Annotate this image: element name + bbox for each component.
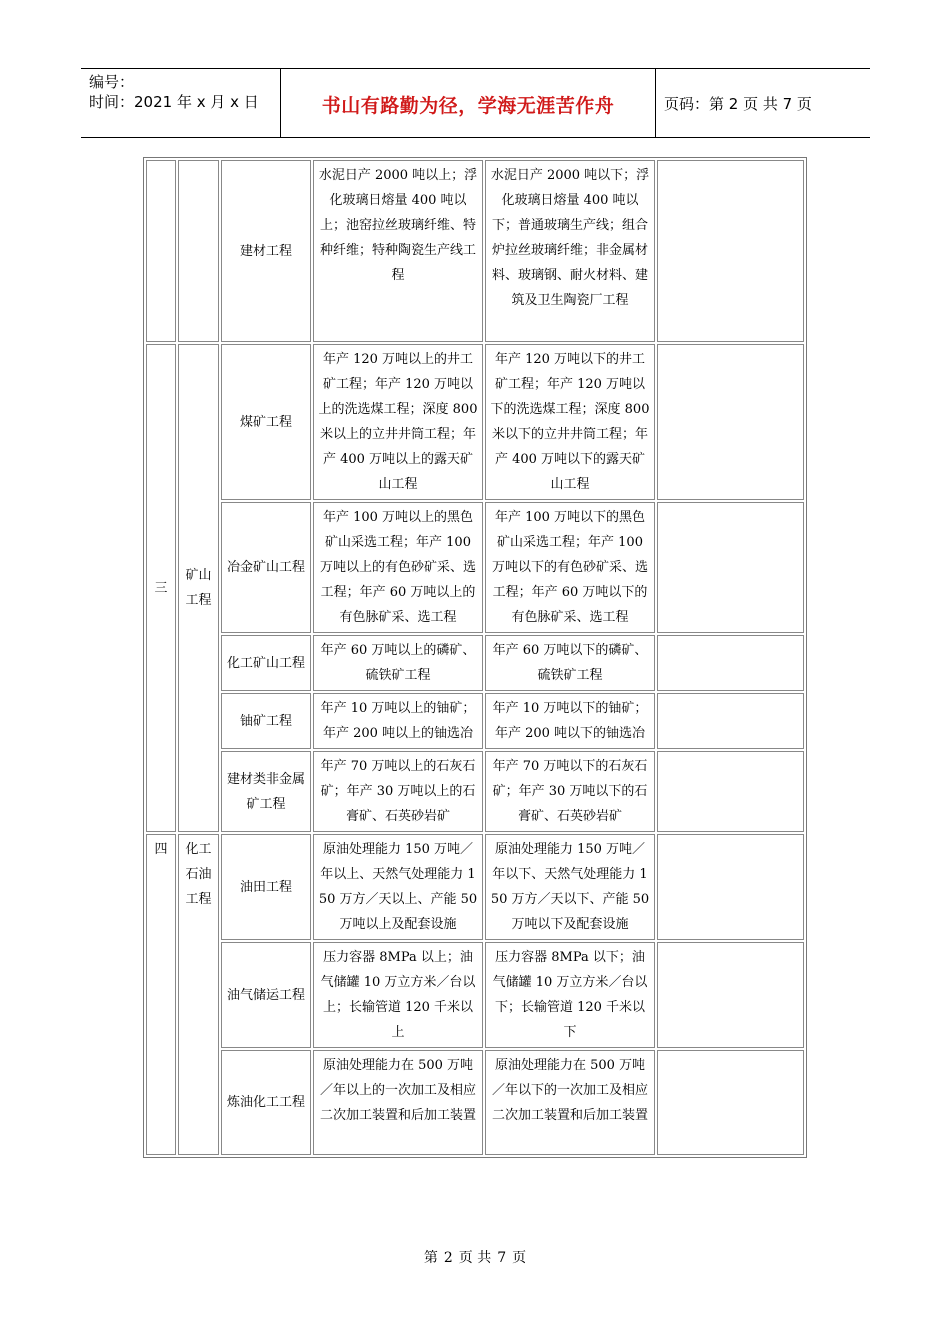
large-scale-criteria: 年产 120 万吨以上的井工矿工程；年产 120 万吨以上的洗选煤工程；深度 800 米以上的立井井筒工程；年产 400 万吨以上的露天矿山工程 [313,344,483,500]
large-scale-criteria: 压力容器 8MPa 以上；油气储罐 10 万立方米／台以上；长输管道 120 千米以上 [313,942,483,1048]
project-type: 化工矿山工程 [221,635,311,691]
page-footer [0,1247,950,1267]
table-row [146,1050,804,1155]
large-scale-criteria: 原油处理能力 150 万吨／年以上、天然气处理能力 150 万方／天以上、产能 50 万吨以上及配套设施 [313,834,483,940]
small-scale-criteria: 原油处理能力在 500 万吨／年以下的一次加工及相应二次加工装置和后加工装置 [485,1050,655,1155]
table-row [146,834,804,940]
project-type: 油气储运工程 [221,942,311,1048]
remarks-cell [657,942,804,1048]
section-category [178,160,219,342]
remarks-cell [657,1050,804,1155]
remarks-cell [657,160,804,342]
header-meta [81,69,281,137]
footer-page-number: 2 [443,1250,453,1266]
table-row [146,344,804,500]
remarks-cell [657,502,804,633]
remarks-cell [657,344,804,500]
table-row [146,751,804,832]
footer-suffix: 页 [512,1250,527,1266]
page-header [81,68,870,138]
header-motto: 书山有路勤为径，学海无涯苦作舟 [281,69,656,137]
large-scale-criteria: 年产 70 万吨以上的石灰石矿；年产 30 万吨以上的石膏矿、石英砂岩矿 [313,751,483,832]
project-type: 铀矿工程 [221,693,311,749]
small-scale-criteria: 压力容器 8MPa 以下；油气储罐 10 万立方米／台以下；长输管道 120 千米以下 [485,942,655,1048]
remarks-cell [657,751,804,832]
section-number: 四 [146,834,176,1155]
footer-middle: 页 共 [458,1250,492,1266]
footer-prefix: 第 [423,1250,438,1266]
small-scale-criteria: 年产 10 万吨以下的铀矿；年产 200 吨以下的铀选冶 [485,693,655,749]
table-row [146,502,804,633]
table-body [146,160,804,1155]
remarks-cell [657,635,804,691]
small-scale-criteria: 年产 100 万吨以下的黑色矿山采选工程；年产 100 万吨以下的有色砂矿采、选工程；年产 60 万吨以下的有色脉矿采、选工程 [485,502,655,633]
document-time: 时间：2021 年 x 月 x 日 [89,93,259,111]
section-number [146,160,176,342]
small-scale-criteria: 年产 120 万吨以下的井工矿工程；年产 120 万吨以下的洗选煤工程；深度 800 米以下的立井井筒工程；年产 400 万吨以下的露天矿山工程 [485,344,655,500]
large-scale-criteria: 水泥日产 2000 吨以上；浮化玻璃日熔量 400 吨以上；池窑拉丝玻璃纤维、特种纤维；特种陶瓷生产线工程 [313,160,483,342]
large-scale-criteria: 原油处理能力在 500 万吨／年以上的一次加工及相应二次加工装置和后加工装置 [313,1050,483,1155]
project-type: 冶金矿山工程 [221,502,311,633]
small-scale-criteria: 原油处理能力 150 万吨／年以下、天然气处理能力 150 万方／天以下、产能 50 万吨以下及配套设施 [485,834,655,940]
project-scale-table [143,157,807,1158]
remarks-cell [657,693,804,749]
header-page-code: 页码：第 2 页 共 7 页 [664,94,812,113]
small-scale-criteria: 年产 70 万吨以下的石灰石矿；年产 30 万吨以下的石膏矿、石英砂岩矿 [485,751,655,832]
small-scale-criteria: 年产 60 万吨以下的磷矿、硫铁矿工程 [485,635,655,691]
small-scale-criteria: 水泥日产 2000 吨以下；浮化玻璃日熔量 400 吨以下；普通玻璃生产线；组合炉拉丝玻璃纤维；非金属材料、玻璃钢、耐火材料、建筑及卫生陶瓷厂工程 [485,160,655,342]
project-type: 建材类非金属矿工程 [221,751,311,832]
footer-total-pages: 7 [497,1250,507,1266]
table-row [146,693,804,749]
document-number-label: 编号： [89,73,135,91]
project-type: 煤矿工程 [221,344,311,500]
section-category: 化工石油工程 [178,834,219,1155]
table-row [146,942,804,1048]
table-row [146,635,804,691]
large-scale-criteria: 年产 100 万吨以上的黑色矿山采选工程；年产 100 万吨以上的有色砂矿采、选工程；年产 60 万吨以上的有色脉矿采、选工程 [313,502,483,633]
large-scale-criteria: 年产 60 万吨以上的磷矿、硫铁矿工程 [313,635,483,691]
project-type: 炼油化工工程 [221,1050,311,1155]
project-type: 油田工程 [221,834,311,940]
project-type: 建材工程 [221,160,311,342]
section-number: 三 [146,344,176,832]
table-row [146,160,804,342]
section-category: 矿山工程 [178,344,219,832]
remarks-cell [657,834,804,940]
large-scale-criteria: 年产 10 万吨以上的铀矿；年产 200 吨以上的铀选冶 [313,693,483,749]
